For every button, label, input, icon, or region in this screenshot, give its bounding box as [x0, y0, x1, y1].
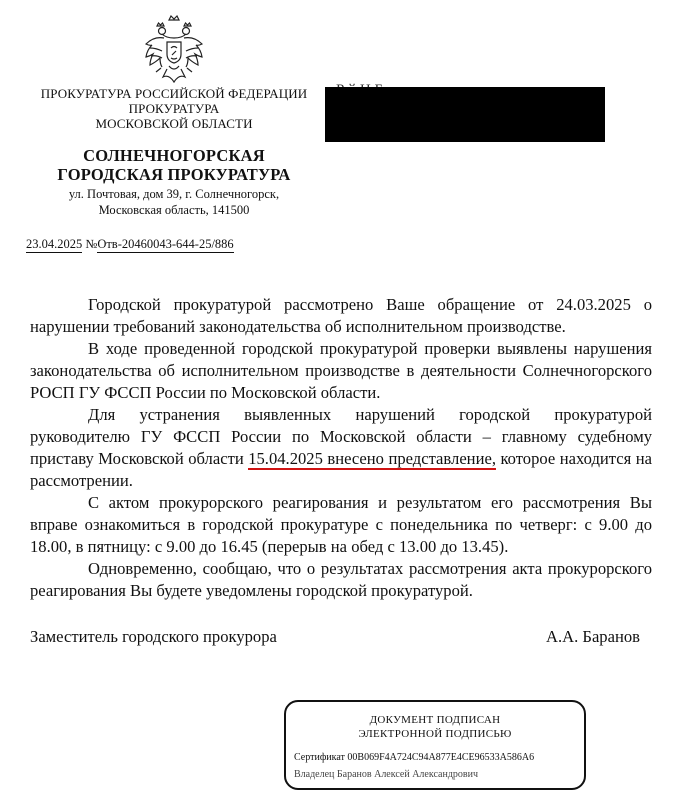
coat-of-arms-icon — [142, 14, 206, 84]
signer-name: А.А. Баранов — [546, 627, 640, 646]
signer-position: Заместитель городского прокурора — [30, 627, 277, 646]
reference-date: 23.04.2025 — [26, 237, 83, 251]
paragraph-1: Городской прокуратурой рассмотрено Ваше обращение от 24.03.2025 о нарушении требований законодательства об исполнительном производстве. — [30, 295, 652, 336]
address-line-2: Московская область, 141500 — [98, 203, 250, 217]
e-signature-stamp — [284, 700, 586, 790]
highlighted-date: 15.04.2025 внесено представление, — [248, 449, 496, 468]
reference-line — [26, 237, 234, 252]
paragraph-3-start: Для устранения выявленных нарушений городской прокуратурой руководителю ГУ ФССП России по Московской области – главному судебному приставу Московской области — [30, 405, 652, 468]
stamp-title-line-2: ЭЛЕКТРОННОЙ ПОДПИСЬЮ — [358, 728, 512, 740]
office-name-line-1: СОЛНЕЧНОГОРСКАЯ — [83, 146, 265, 165]
reference-number-sign: № — [85, 237, 98, 251]
office-name-line-2: ГОРОДСКАЯ ПРОКУРАТУРА — [57, 165, 291, 184]
redaction-block — [325, 87, 605, 142]
paragraph-3-end: которое находится на рассмотрении. — [30, 449, 652, 490]
header-line-2: ПРОКУРАТУРА — [128, 101, 220, 116]
header-line-3: МОСКОВСКОЙ ОБЛАСТИ — [95, 116, 253, 131]
address-line-1: ул. Почтовая, дом 39, г. Солнечногорск, — [68, 187, 280, 201]
letter-body — [30, 294, 652, 602]
header-line-1: ПРОКУРАТУРА РОССИЙСКОЙ ФЕДЕРАЦИИ — [40, 86, 308, 101]
stamp-title-line-1: ДОКУМЕНТ ПОДПИСАН — [369, 714, 501, 726]
stamp-title — [286, 713, 584, 741]
paragraph-3 — [30, 404, 652, 492]
paragraph-2: В ходе проведенной городской прокуратурой проверки выявлены нарушения законодательства об исполнительном производстве в деятельности Солнечногорского РОСП ГУ ФССП России по Московской области. — [30, 339, 652, 402]
paragraph-5: Одновременно, сообщаю, что о результатах рассмотрения акта прокурорского реагирования Вы будете уведомлены городской прокуратурой. — [30, 559, 652, 600]
stamp-owner: Владелец Баранов Алексей Александрович — [294, 769, 479, 780]
paragraph-4: С актом прокурорского реагирования и результатом его рассмотрения Вы вправе ознакомиться в городской прокуратуре с понедельника по четверг: с 9.00 до 18.00, в пятницу: с 9.00 до 16.45 (перерыв на обед с 13.00 до 13.45). — [30, 493, 652, 556]
stamp-certificate: Сертификат 00B069F4A724C94A877E4CE96533A586A6 — [294, 752, 535, 763]
reference-number: Отв-20460043-644-25/886 — [97, 237, 234, 251]
